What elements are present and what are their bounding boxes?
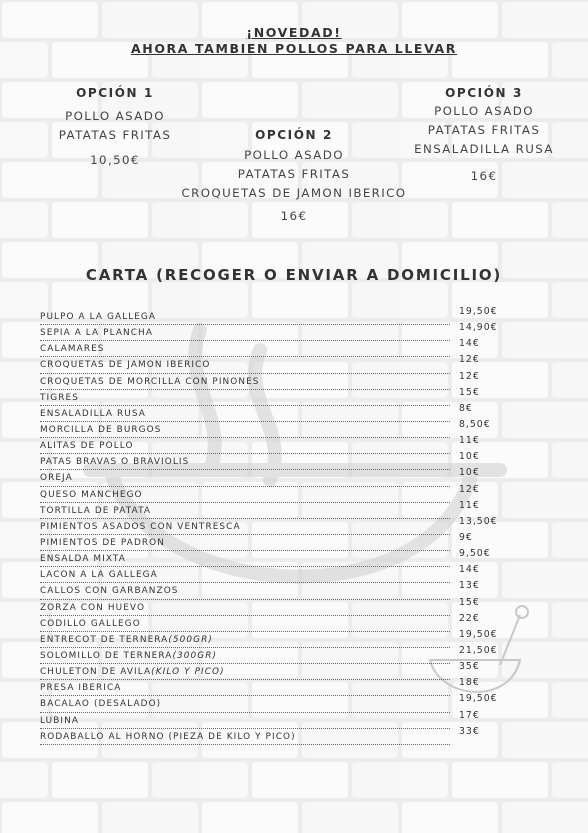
dot-leader: [40, 679, 450, 680]
dot-leader: [40, 712, 450, 713]
dot-leader: [40, 405, 450, 406]
option-2-item: PATATAS FRITAS: [237, 167, 351, 181]
menu-item: [40, 393, 450, 409]
option-1-item: POLLO ASADO: [65, 109, 165, 123]
menu-item-price: 21,50€: [459, 644, 498, 656]
option-2-item: CROQUETAS DE JAMON IBERICO: [181, 186, 407, 200]
option-3: [412, 86, 556, 183]
menu-item-name: ENTRECOT DE TERNERA: [40, 634, 169, 645]
menu-item-name: TORTILLA DE PATATA: [40, 505, 152, 516]
menu-item-price: 8€: [459, 402, 473, 414]
menu-item-name: SEPIA A LA PLANCHA: [40, 328, 153, 339]
option-3-heading: OPCIÓN 3: [445, 86, 523, 100]
menu-item-price: 8,50€: [459, 418, 491, 430]
menu-item-price: 19,50€: [459, 306, 498, 317]
menu-title: CARTA (RECOGER O ENVIAR A DOMICILIO): [85, 266, 503, 284]
menu-item-note: (300GR): [172, 650, 218, 661]
menu-item-price: 15€: [459, 596, 480, 608]
menu-item-price: 14€: [459, 338, 480, 350]
menu-item-price: 9€: [459, 531, 473, 543]
menu-item: [40, 328, 450, 344]
menu-item: [40, 667, 450, 683]
menu-item-name: ENSALADILLA RUSA: [40, 408, 146, 419]
menu-item: [40, 651, 450, 667]
menu-item: [40, 635, 450, 651]
dot-leader: [40, 518, 450, 519]
menu-item-name: QUESO MANCHEGO: [40, 489, 143, 500]
menu-item-price: 11€: [459, 435, 480, 447]
menu-item: [40, 409, 450, 425]
menu-item-name: ALITAS DE POLLO: [40, 441, 134, 452]
dot-leader: [40, 744, 450, 745]
menu-item: [40, 377, 450, 393]
option-1-item: PATATAS FRITAS: [58, 128, 172, 142]
dot-leader: [40, 453, 450, 454]
menu-item: [40, 441, 450, 457]
menu-item-note: (KILO Y PICO): [151, 667, 225, 678]
menu-item: [40, 490, 450, 506]
menu-item: [40, 457, 450, 473]
menu-item-price: 14€: [459, 564, 480, 576]
menu-item: [40, 360, 450, 376]
option-2-item: POLLO ASADO: [244, 148, 344, 162]
dot-leader: [40, 534, 450, 535]
menu-item-price: 12€: [459, 483, 480, 495]
menu-item-price: 18€: [459, 677, 480, 689]
novedad-heading: ¡NOVEDAD!: [246, 25, 342, 40]
menu-item-name: TIGRES: [40, 392, 79, 403]
menu-list: [40, 312, 450, 748]
dot-leader: [40, 469, 450, 470]
menu-item-name: CHULETÓN DE ÁVILA: [40, 667, 152, 678]
menu-item: [40, 538, 450, 554]
menu-item-name: LUBINA: [40, 715, 80, 726]
menu-item: [40, 522, 450, 538]
option-2: [180, 128, 408, 223]
menu-item-price: 35€: [459, 661, 480, 673]
dot-leader: [40, 324, 450, 325]
menu-item-name: CROQUETAS DE JAMÓN IBÉRICO: [40, 360, 211, 371]
menu-item-name: RODABALLO AL HORNO (PIEZA DE KILO Y PICO): [40, 731, 296, 742]
option-1: [55, 86, 175, 167]
dot-leader: [40, 728, 450, 729]
dot-leader: [40, 356, 450, 357]
menu-item-name: CROQUETAS DE MORCILLA CON PIÑONES: [40, 376, 260, 387]
option-3-price: 16€: [470, 169, 498, 183]
option-3-item: POLLO ASADO: [434, 104, 534, 118]
dot-leader: [40, 647, 450, 648]
menu-item-price: 12€: [459, 354, 480, 366]
menu-item-price: 13,50€: [459, 515, 498, 527]
menu-item-name: PIMIENTOS ASADOS CON VENTRESCA: [40, 521, 241, 532]
option-1-price: 10,50€: [90, 153, 140, 167]
menu-item-name: SOLOMILLO DE TERNERA: [40, 650, 173, 661]
menu-item-name: PRESA IBÉRICA: [40, 683, 122, 694]
menu-item: [40, 716, 450, 732]
menu-item-price: 14,90€: [459, 322, 498, 334]
option-2-price: 16€: [280, 209, 308, 223]
menu-item-name: MORCILLA DE BURGOS: [40, 424, 162, 435]
menu-item-price: 10€: [459, 451, 480, 463]
dot-leader: [40, 437, 450, 438]
dot-leader: [40, 663, 450, 664]
menu-item-name: ENSALDA MIXTA: [40, 554, 126, 565]
menu-item-name: ZORZA CON HUEVO: [40, 602, 146, 613]
menu-item: [40, 586, 450, 602]
option-3-item: PATATAS FRITAS: [427, 123, 541, 137]
menu-item-name: LACÓN A LA GALLEGA: [40, 570, 158, 581]
menu-item: [40, 570, 450, 586]
menu-item-price: 17€: [459, 709, 480, 721]
menu-item-name: PATAS BRAVAS O BRAVIOLIS: [40, 457, 190, 468]
dot-leader: [40, 502, 450, 503]
menu-item-name: CODILLO GALLEGO: [40, 618, 141, 629]
dot-leader: [40, 373, 450, 374]
menu-item: [40, 554, 450, 570]
menu-item: [40, 683, 450, 699]
menu-item: [40, 312, 450, 328]
menu-item: [40, 699, 450, 715]
dot-leader: [40, 550, 450, 551]
menu-item: [40, 619, 450, 635]
menu-item: [40, 732, 450, 748]
dot-leader: [40, 615, 450, 616]
menu-item-price: 33€: [459, 725, 480, 737]
menu-item-price: 10€: [459, 467, 480, 479]
option-3-item: ENSALADILLA RUSA: [414, 142, 554, 156]
menu-item-price: 22€: [459, 612, 480, 624]
dot-leader: [40, 695, 450, 696]
dot-leader: [40, 582, 450, 583]
takeaway-announcement: AHORA TAMBIEN POLLOS PARA LLEVAR: [131, 41, 457, 56]
menu-item-name: PULPO A LA GALLEGA: [40, 312, 157, 322]
menu-item-name: PIMIENTOS DE PADRÓN: [40, 537, 165, 548]
menu-item-price: 15€: [459, 386, 480, 398]
menu-item-price: 19,50€: [459, 628, 498, 640]
menu-item-name: CALLOS CON GARBANZOS: [40, 586, 179, 597]
menu-item-price: 13€: [459, 580, 480, 592]
menu-item: [40, 473, 450, 489]
menu-item-price: 12€: [459, 370, 480, 382]
menu-item-name: BACALAO (DESALADO): [40, 699, 162, 710]
dot-leader: [40, 566, 450, 567]
price-list: [459, 306, 519, 742]
option-2-heading: OPCIÓN 2: [255, 128, 333, 142]
option-1-heading: OPCIÓN 1: [76, 86, 154, 100]
dot-leader: [40, 340, 450, 341]
menu-item: [40, 506, 450, 522]
menu-item-price: 9,50€: [459, 548, 491, 560]
dot-leader: [40, 389, 450, 390]
menu-item-name: OREJA: [40, 473, 73, 484]
menu-item: [40, 603, 450, 619]
menu-item: [40, 344, 450, 360]
menu-item-price: 11€: [459, 499, 480, 511]
menu-item-name: CALAMARES: [40, 344, 105, 355]
menu-item-price: 19,50€: [459, 693, 498, 705]
menu-item-note: (500GR): [168, 634, 213, 645]
dot-leader: [40, 421, 450, 422]
menu-item: [40, 425, 450, 441]
dot-leader: [40, 599, 450, 600]
dot-leader: [40, 486, 450, 487]
dot-leader: [40, 631, 450, 632]
